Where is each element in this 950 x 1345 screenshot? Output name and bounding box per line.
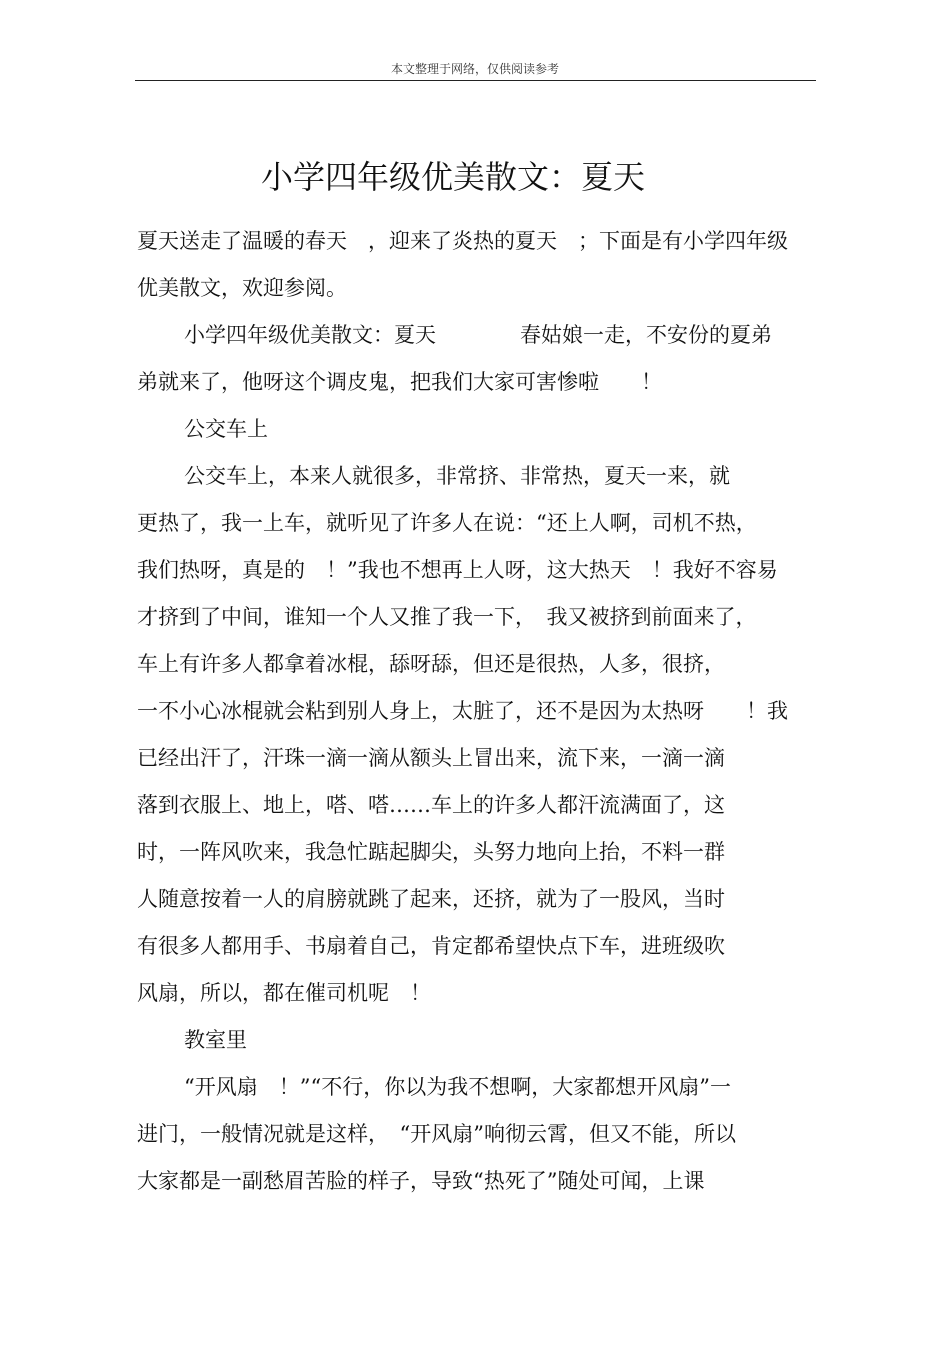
text-line: 车上有许多人都拿着冰棍，舔呀舔，但还是很热，人多，很挤， bbox=[137, 652, 725, 676]
text-line: 人随意按着一人的肩膀就跳了起来，还挤，就为了一股风，当时 bbox=[137, 887, 725, 911]
text-line: 落到衣服上、地上，嗒、嗒……车上的许多人都汗流满面了，这 bbox=[137, 793, 725, 817]
text-line: “开风扇 ！”“不行，你以为我不想啊，大家都想开风扇”一 bbox=[184, 1075, 731, 1099]
section-heading: 公交车上 bbox=[184, 417, 268, 441]
text-line: 我们热呀，真是的 ！”我也不想再上人呀，这大热天 ！我好不容易 bbox=[137, 558, 778, 582]
text-line: 时，一阵风吹来，我急忙踮起脚尖，头努力地向上抬，不料一群 bbox=[137, 840, 725, 864]
text-line: 大家都是一副愁眉苦脸的样子，导致“热死了”随处可闻，上课 bbox=[137, 1169, 705, 1193]
text-line: 小学四年级优美散文：夏天 春姑娘一走，不安份的夏弟 bbox=[184, 323, 772, 347]
text-line: 有很多人都用手、书扇着自己，肯定都希望快点下车，进班级吹 bbox=[137, 934, 725, 958]
text-line: 公交车上，本来人就很多，非常挤、非常热，夏天一来，就 bbox=[184, 464, 730, 488]
text-line: 优美散文，欢迎参阅。 bbox=[137, 276, 347, 300]
text-line: 才挤到了中间，谁知一个人又推了我一下， 我又被挤到前面来了， bbox=[137, 605, 757, 629]
article-body bbox=[137, 222, 827, 1209]
text-line: 弟就来了，他呀这个调皮鬼，把我们大家可害惨啦 ！ bbox=[137, 370, 662, 394]
text-line: 风扇，所以，都在催司机呢 ！ bbox=[137, 981, 431, 1005]
text-line: 一不小心冰棍就会粘到别人身上，太脏了，还不是因为太热呀 ！我 bbox=[137, 699, 788, 723]
header-divider bbox=[135, 80, 816, 81]
page-title: 小学四年级优美散文：夏天 bbox=[260, 158, 645, 196]
section-heading: 教室里 bbox=[184, 1028, 247, 1052]
text-line: 已经出汗了，汗珠一滴一滴从额头上冒出来，流下来，一滴一滴 bbox=[137, 746, 725, 770]
text-line: 夏天送走了温暖的春天 ，迎来了炎热的夏天 ；下面是有小学四年级 bbox=[137, 229, 788, 253]
text-line: 进门，一般情况就是这样， “开风扇”响彻云霄，但又不能，所以 bbox=[137, 1122, 736, 1146]
header-note: 本文整理于网络，仅供阅读参考 bbox=[390, 62, 559, 76]
text-line: 更热了，我一上车，就听见了许多人在说：“还上人啊，司机不热， bbox=[137, 511, 757, 535]
